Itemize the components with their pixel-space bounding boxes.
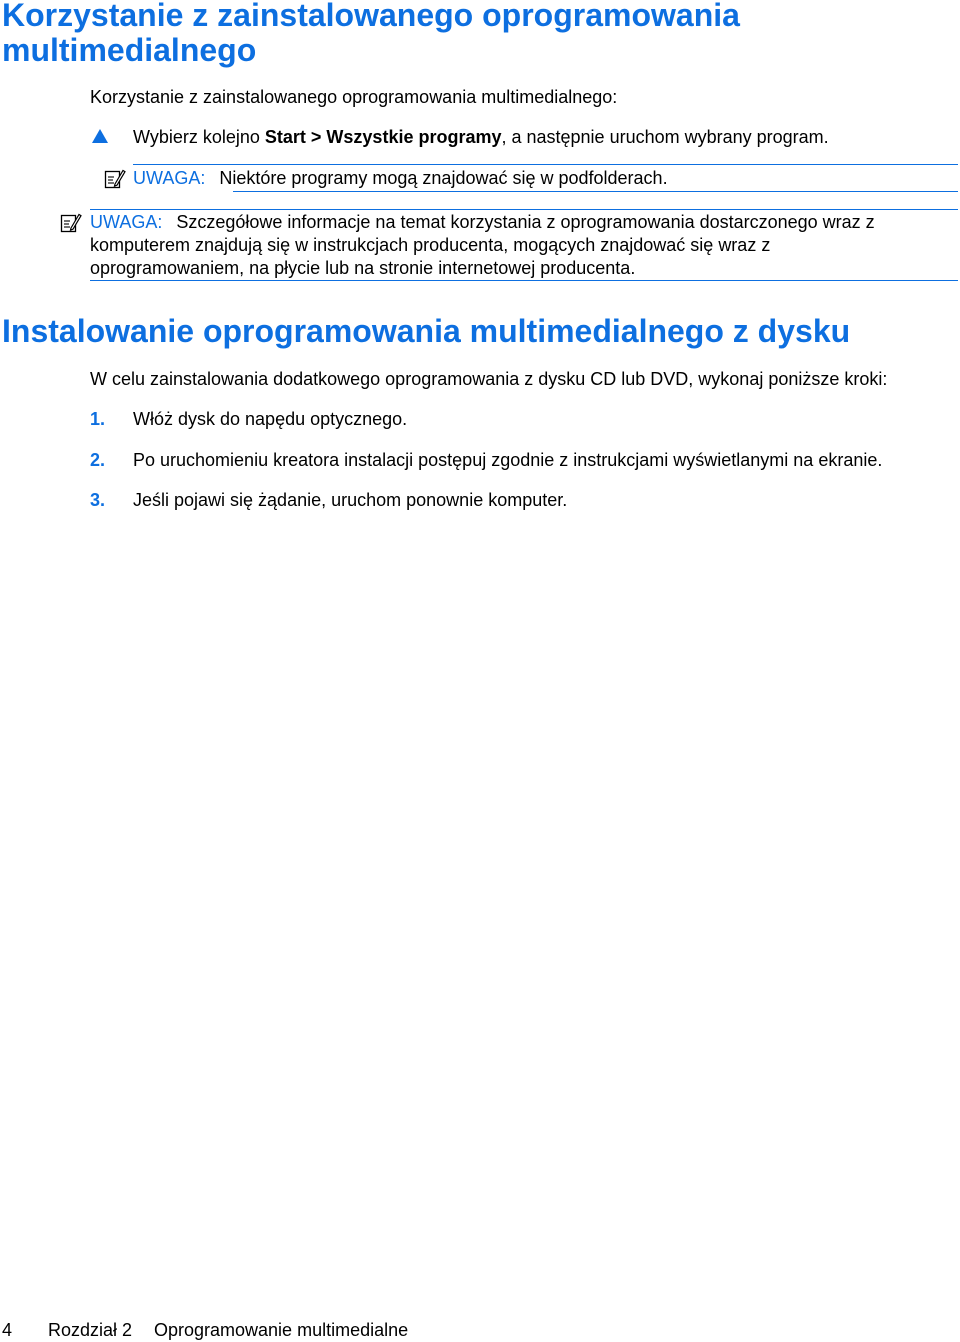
step-text: Po uruchomieniu kreatora instalacji postępuj zgodnie z instrukcjami wyświetlanymi na ekranie. — [133, 450, 883, 470]
note-1 — [133, 167, 668, 190]
note-rule-bottom — [233, 191, 958, 192]
note-text-line-2: komputerem znajdują się w instrukcjach producenta, mogących znajdować się wraz z — [90, 235, 771, 255]
note-pencil-icon — [104, 168, 126, 190]
step-text-before: Wybierz kolejno — [133, 127, 265, 147]
note-label: UWAGA: — [90, 212, 163, 232]
step-menu-all-programs: Wszystkie programy — [326, 127, 502, 147]
step-separator: > — [305, 127, 327, 147]
note-label: UWAGA: — [133, 168, 206, 188]
note-text-line-1: Szczegółowe informacje na temat korzystania z oprogramowania dostarczonego wraz z — [176, 212, 875, 232]
section-intro: W celu zainstalowania dodatkowego oprogramowania z dysku CD lub DVD, wykonaj poniższe kroki: — [90, 369, 888, 389]
step-text-after: , a następnie uruchom wybrany program. — [501, 127, 829, 147]
note-text-line-3: oprogramowaniem, na płycie lub na stronie internetowej producenta. — [90, 258, 636, 278]
triangle-bullet-icon — [92, 129, 108, 143]
step-menu-start: Start — [264, 127, 306, 147]
note-pencil-icon — [60, 212, 82, 234]
note-rule-top — [90, 209, 958, 210]
note-rule-top — [133, 164, 958, 165]
note-rule-bottom — [90, 280, 958, 281]
step-number: 3. — [90, 490, 106, 510]
footer-chapter: Rozdział 2 — [48, 1320, 133, 1340]
step-text: Włóż dysk do napędu optycznego. — [133, 409, 408, 429]
step-text — [133, 126, 829, 149]
footer-chapter-title: Oprogramowanie multimedialne — [154, 1320, 409, 1340]
note-2 — [90, 211, 875, 280]
note-text: Niektóre programy mogą znajdować się w podfolderach. — [219, 168, 668, 188]
section-intro: Korzystanie z zainstalowanego oprogramowania multimedialnego: — [90, 87, 618, 107]
step-number: 1. — [90, 409, 106, 429]
page-number: 4 — [2, 1320, 13, 1340]
note-line — [90, 211, 875, 234]
step-text: Jeśli pojawi się żądanie, uruchom ponownie komputer. — [133, 490, 568, 510]
section-heading-install-from-disc: Instalowanie oprogramowania multimedialnego z dysku — [2, 313, 851, 349]
section-heading-installed-software: Korzystanie z zainstalowanego oprogramowania multimedialnego — [2, 0, 740, 68]
step-number: 2. — [90, 450, 106, 470]
